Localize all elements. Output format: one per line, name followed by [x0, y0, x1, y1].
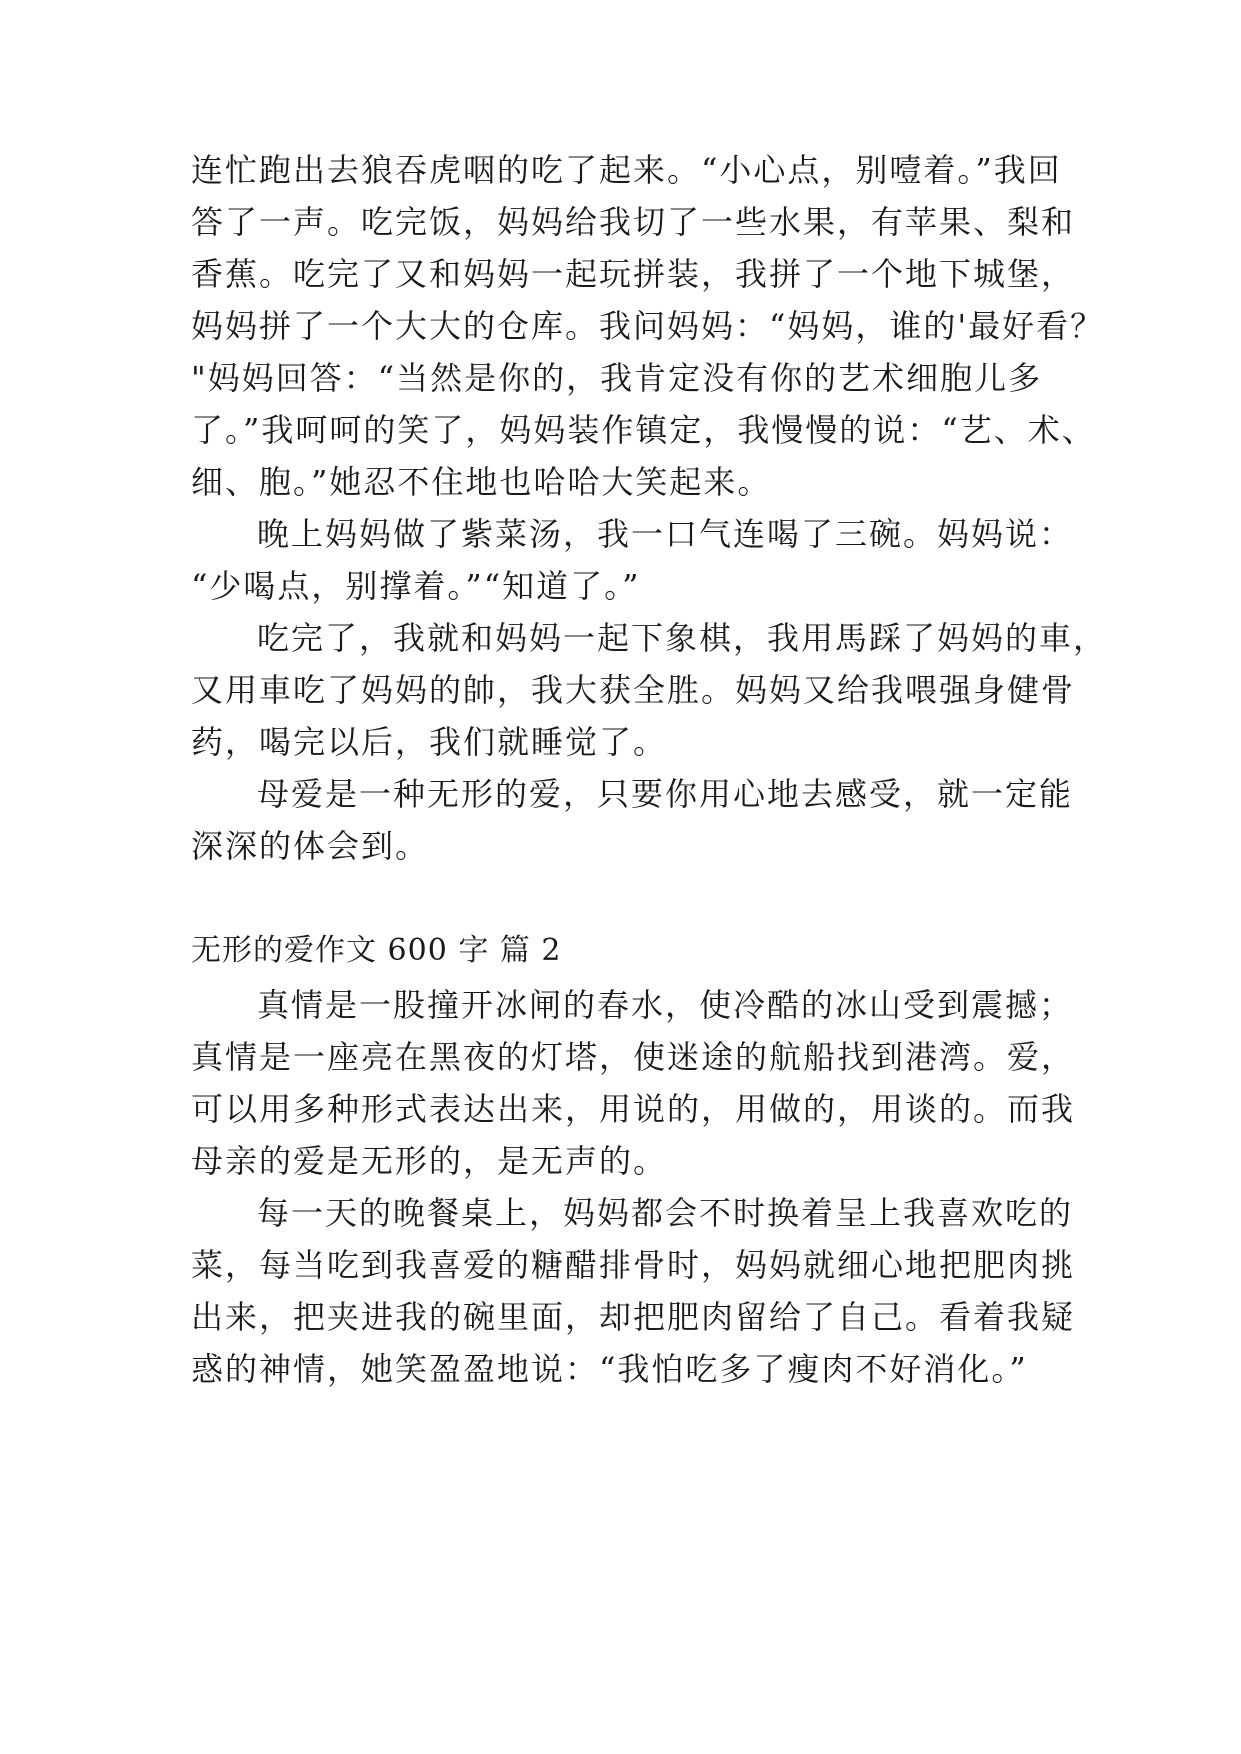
text-line: 惑的神情，她笑盈盈地说：“我怕吃多了瘦肉不好消化。” — [191, 1350, 1028, 1388]
text-line: “少喝点，别撑着。”“知道了。” — [191, 567, 641, 605]
text-line: 答了一声。吃完饭，妈妈给我切了一些水果，有苹果、梨和 — [191, 203, 1076, 241]
text-line: 可以用多种形式表达出来，用说的，用做的，用谈的。而我 — [191, 1090, 1076, 1128]
text-line: 深深的体会到。 — [191, 827, 430, 865]
text-line: 了。”我呵呵的笑了，妈妈装作镇定，我慢慢的说：“艺、术、 — [191, 411, 1096, 449]
text-line: 真情是一股撞开冰闸的春水，使冷酷的冰山受到震撼； — [257, 986, 1074, 1024]
text-line: 出来，把夹进我的碗里面，却把肥肉留给了自己。看着我疑 — [191, 1298, 1076, 1336]
text-line: 细、胞。”她忍不住地也哈哈大笑起来。 — [191, 463, 772, 501]
text-line: 菜，每当吃到我喜爱的糖醋排骨时，妈妈就细心地把肥肉挑 — [191, 1246, 1076, 1284]
text-line: "妈妈回答：“当然是你的，我肯定没有你的艺术细胞儿多 — [191, 359, 1043, 397]
section-heading: 无形的爱作文 600 字 篇 2 — [191, 933, 562, 968]
text-line: 妈妈拼了一个大大的仓库。我问妈妈：“妈妈，谁的'最好看？ — [191, 307, 1105, 345]
text-line: 药，喝完以后，我们就睡觉了。 — [191, 723, 668, 761]
text-line: 真情是一座亮在黑夜的灯塔，使迷途的航船找到港湾。爱， — [191, 1038, 1076, 1076]
text-line: 母爱是一种无形的爱，只要你用心地去感受，就一定能 — [257, 775, 1074, 813]
text-line: 晚上妈妈做了紫菜汤，我一口气连喝了三碗。妈妈说： — [257, 515, 1074, 553]
text-line: 香蕉。吃完了又和妈妈一起玩拼装，我拼了一个地下城堡， — [191, 255, 1076, 293]
text-line: 连忙跑出去狼吞虎咽的吃了起来。“小心点，别噎着。”我回 — [191, 151, 1062, 189]
text-line: 吃完了，我就和妈妈一起下象棋，我用馬踩了妈妈的車， — [257, 619, 1108, 657]
text-line: 又用車吃了妈妈的帥，我大获全胜。妈妈又给我喂强身健骨 — [191, 671, 1076, 709]
text-line: 母亲的爱是无形的，是无声的。 — [191, 1142, 668, 1180]
text-line: 每一天的晚餐桌上，妈妈都会不时换着呈上我喜欢吃的 — [257, 1194, 1074, 1232]
